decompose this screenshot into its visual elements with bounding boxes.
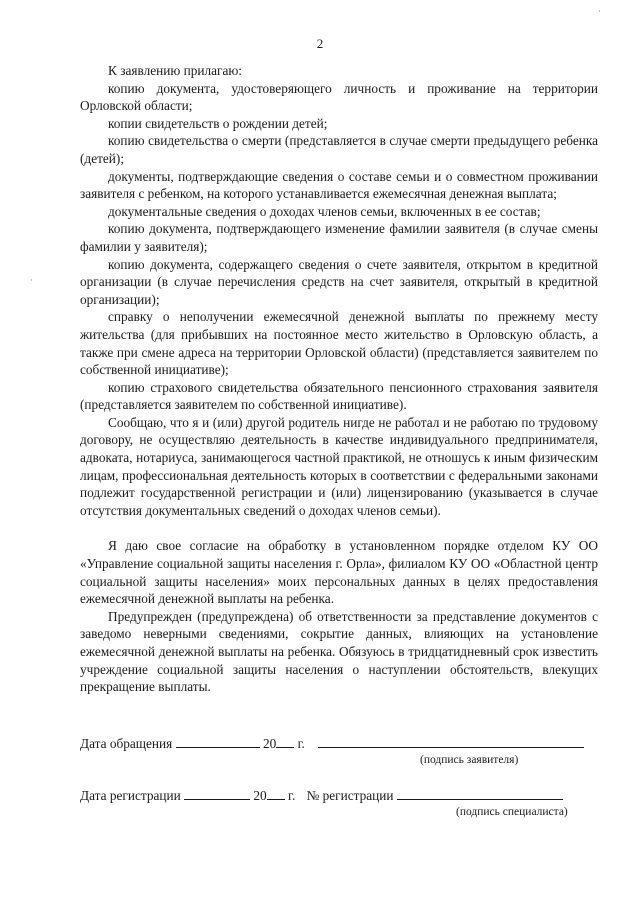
attachment-item: копии свидетельств о рождении детей; <box>108 115 328 131</box>
specialist-signature-caption: (подпись специалиста) <box>456 806 568 818</box>
attachment-item: копию документа, содержащего сведения о счете заявителя, открытом в кредитной организации (в случае перечисления средств на счет заявителя, открытый в кредитной организации); <box>80 256 598 307</box>
registration-number-label: № регистрации <box>306 788 394 803</box>
appeal-year-prefix: 20 <box>262 736 277 751</box>
applicant-signature-caption: (подпись заявителя) <box>420 754 519 766</box>
attachment-item: копию документа, подтверждающего изменение фамилии заявителя (в случае смены фамилии у заявителя); <box>80 221 598 254</box>
document-body <box>80 62 598 696</box>
appeal-year-field[interactable] <box>276 735 294 748</box>
appeal-date-label: Дата обращения <box>80 736 173 751</box>
attachment-item: документы, подтверждающие сведения о составе семьи и о совместном проживании заявителя с ребенком, на которого устанавливается ежемесячная денежная выплата; <box>80 168 598 202</box>
employment-statement: Сообщаю, что я и (или) другой родитель нигде не работал и не работаю по трудовому договору, не осуществляю деятельность в качестве индивидуального предпринимателя, адвоката, нотариуса, занимающегося частной практикой, не отношусь к иным физическим лицам, профессиональная деятельность которых в соответствии с федеральными законами подлежит государственной регистрации и (или) лицензированию (указывается в случае отсутствия документальных сведений о доходах членов семьи). <box>80 414 598 518</box>
applicant-signature-field[interactable] <box>318 735 584 748</box>
attachment-item: копию свидетельства о смерти (представляется в случае смерти предыдущего ребенка (детей); <box>80 133 598 166</box>
page-number: 2 <box>316 36 324 51</box>
attachment-item: справку о неполучении ежемесячной денежной выплаты по прежнему месту жительства (для прибывших на постоянное место жительство в Орловскую область, а также при смене адреса на территории Орловской области) (представляется заявителем по собственной инициативе); <box>80 309 598 378</box>
spacer <box>80 519 598 537</box>
appeal-year-suffix: г. <box>297 736 305 751</box>
registration-number-field[interactable] <box>397 787 563 800</box>
registration-row <box>80 787 600 804</box>
margin-mark: · <box>30 275 33 285</box>
registration-year-prefix: 20 <box>253 788 267 803</box>
appeal-date-row <box>80 735 600 752</box>
attachments-intro: К заявлению прилагаю: <box>108 63 242 78</box>
registration-year-field[interactable] <box>267 787 285 800</box>
attachment-item: копию страхового свидетельства обязательного пенсионного страхования заявителя (представляется заявителем по собственной инициативе). <box>80 379 598 413</box>
appeal-date-field[interactable] <box>176 735 260 748</box>
corner-mark: · <box>598 6 601 16</box>
registration-date-field[interactable] <box>184 787 250 800</box>
attachment-item: документальные сведения о доходах членов семьи, включенных в ее состав; <box>108 203 541 219</box>
registration-year-suffix: г. <box>288 788 296 803</box>
consent-paragraph: Я даю свое согласие на обработку в установленном порядке отделом КУ ОО «Управление социальной защиты населения г. Орла», филиалом КУ ОО «Областной центр социальной защиты населения» моих персональных данных в целях предоставления ежемесячной денежной выплаты на ребенка. <box>80 538 598 607</box>
warning-paragraph: Предупрежден (предупреждена) об ответственности за представление документов с заведомо неверными сведениями, сокрытие данных, влияющих на установление ежемесячной денежной выплаты на ребенка. Обязуюсь в тридцатидневный срок известить учреждение социальной защиты населения о наступлении обстоятельств, влекущих прекращение выплаты. <box>80 608 598 695</box>
attachment-item: копию документа, удостоверяющего личность и проживание на территории Орловской области; <box>80 80 598 114</box>
registration-date-label: Дата регистрации <box>80 788 181 803</box>
